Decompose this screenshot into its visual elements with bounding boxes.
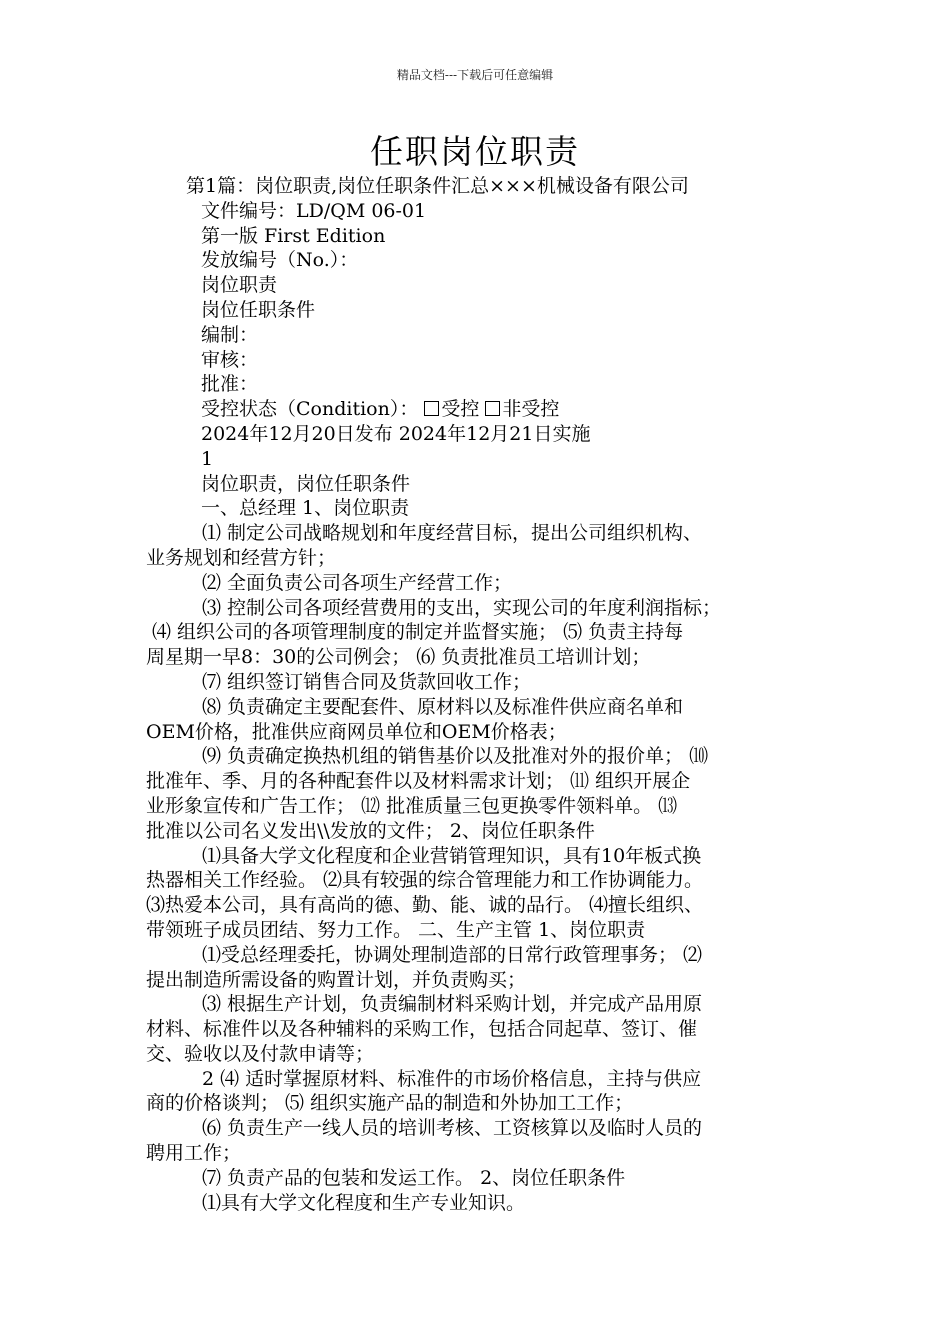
text-line-content: ⑷ 组织公司的各项管理制度的制定并监督实施； ⑸ 负责主持每 <box>152 621 684 644</box>
checkbox-icon <box>424 401 439 416</box>
text-line <box>146 447 806 472</box>
text-line <box>146 992 806 1017</box>
text-line <box>146 720 806 745</box>
text-line-content: ⑶ 控制公司各项经营费用的支出，实现公司的年度利润指标； <box>202 596 722 619</box>
text-line-content: 第1篇：岗位职责,岗位任职条件汇总×××机械设备有限公司 <box>186 175 689 197</box>
text-line-content: 商的价格谈判； ⑸ 组织实施产品的制造和外协加工工作； <box>146 1092 634 1115</box>
text-line-content: ⑴具有大学文化程度和生产专业知识。 <box>202 1191 526 1214</box>
text-line <box>146 174 806 199</box>
text-line-content: ⑴具备大学文化程度和企业营销管理知识，具有10年板式换 <box>202 844 702 867</box>
text-line-content: 热器相关工作经验。 ⑵具有较强的综合管理能力和工作协调能力。 <box>146 869 704 892</box>
text-line <box>146 496 806 521</box>
text-line-content: ⑺ 组织签订销售合同及货款回收工作； <box>202 670 532 693</box>
text-line-content: 交、验收以及付款申请等； <box>146 1042 375 1065</box>
text-line <box>146 943 806 968</box>
text-line <box>146 298 806 323</box>
text-line <box>146 794 806 819</box>
text-line-content: 受控状态（Condition）： <box>201 398 419 421</box>
text-line <box>146 769 806 794</box>
text-line <box>146 1141 806 1166</box>
text-line <box>146 348 806 373</box>
text-line <box>146 868 806 893</box>
text-line-content: 材料、标准件以及各种辅料的采购工作，包括合同起草、签订、催 <box>146 1018 698 1041</box>
text-line-content: 第一版 First Edition <box>201 224 386 247</box>
text-line-content: 批准以公司名义发出\\发放的文件； 2、岗位任职条件 <box>146 819 595 842</box>
text-line <box>146 273 806 298</box>
text-line-content: ⑻ 负责确定主要配套件、原材料以及标准件供应商名单和 <box>202 695 684 718</box>
text-line <box>146 1067 806 1092</box>
text-line <box>146 893 806 918</box>
text-line-content: ⑹ 负责生产一线人员的培训考核、工资核算以及临时人员的 <box>202 1117 703 1140</box>
text-line <box>146 546 806 571</box>
text-line <box>146 472 806 497</box>
text-line-content: 聘用工作； <box>146 1142 242 1165</box>
text-line-content: 2 ⑷ 适时掌握原材料、标准件的市场价格信息，主持与供应 <box>202 1067 702 1090</box>
document-body <box>146 174 806 1215</box>
text-line-content: ⑼ 负责确定换热机组的销售基价以及批准对外的报价单； ⑽ <box>202 745 709 768</box>
text-line <box>146 1116 806 1141</box>
text-line <box>146 199 806 224</box>
text-line-content: 编制： <box>201 323 259 346</box>
text-line <box>146 670 806 695</box>
text-line <box>146 571 806 596</box>
text-line <box>146 1042 806 1067</box>
checkbox-label: 受控 <box>441 398 480 421</box>
text-line-content: 业务规划和经营方针； <box>146 546 337 569</box>
text-line <box>146 844 806 869</box>
text-line <box>146 819 806 844</box>
text-line <box>146 596 806 621</box>
text-line <box>146 1091 806 1116</box>
text-line <box>146 1166 806 1191</box>
text-line <box>146 645 806 670</box>
text-line-content: 审核： <box>201 348 259 371</box>
text-line-content: 提出制造所需设备的购置计划，并负责购买； <box>146 968 527 991</box>
text-line-content: 文件编号：LD/QM 06-01 <box>201 199 427 222</box>
text-line <box>146 968 806 993</box>
text-line-content: 带领班子成员团结、努力工作。 二、生产主管 1、岗位职责 <box>146 918 646 941</box>
text-line-content: 发放编号（No.）： <box>201 249 359 272</box>
text-line-content: 一、总经理 1、岗位职责 <box>201 497 410 520</box>
text-line-content: 业形象宣传和广告工作； ⑿ 批准质量三包更换零件领料单。 ⒀ <box>146 794 678 817</box>
text-line <box>146 323 806 348</box>
text-line-content: 批准： <box>201 373 259 396</box>
text-line-content: OEM价格，批准供应商网员单位和OEM价格表； <box>146 720 567 743</box>
text-line <box>146 422 806 447</box>
text-line-content: 1 <box>201 447 214 470</box>
text-line <box>146 695 806 720</box>
text-line <box>146 1017 806 1042</box>
header-note: 精品文档---下载后可任意编辑 <box>396 68 554 82</box>
page-title: 任职岗位职责 <box>370 132 580 171</box>
text-line <box>146 918 806 943</box>
text-line-content: ⑴ 制定公司战略规划和年度经营目标，提出公司组织机构、 <box>202 522 703 545</box>
text-line-content: 岗位职责 <box>201 274 278 297</box>
text-line-content: 岗位职责，岗位任职条件 <box>201 472 411 495</box>
text-line-content: ⑵ 全面负责公司各项生产经营工作； <box>202 571 513 594</box>
text-line <box>146 372 806 397</box>
text-line-content: 周星期一早8：30的公司例会； ⑹ 负责批准员工培训计划； <box>146 646 651 669</box>
text-line <box>146 620 806 645</box>
text-line <box>146 744 806 769</box>
text-line-content: ⑺ 负责产品的包装和发运工作。 2、岗位任职条件 <box>202 1166 626 1189</box>
text-line-content: ⑴受总经理委托，协调处理制造部的日常行政管理事务； ⑵ <box>202 943 703 966</box>
text-line <box>146 224 806 249</box>
text-line-content: 岗位任职条件 <box>201 298 316 321</box>
text-line <box>146 1191 806 1216</box>
text-line-content: 2024年12月20日发布 2024年12月21日实施 <box>201 422 591 445</box>
checkbox-label: 非受控 <box>502 398 560 421</box>
text-line <box>146 521 806 546</box>
text-line-content: ⑶ 根据生产计划，负责编制材料采购计划，并完成产品用原 <box>202 993 703 1016</box>
checkbox-icon <box>485 401 500 416</box>
text-line-content: ⑶热爱本公司，具有高尚的德、勤、能、诚的品行。 ⑷擅长组织、 <box>146 894 704 917</box>
text-line <box>146 397 806 422</box>
text-line <box>146 248 806 273</box>
text-line-content: 批准年、季、月的各种配套件以及材料需求计划； ⑾ 组织开展企 <box>146 770 691 793</box>
